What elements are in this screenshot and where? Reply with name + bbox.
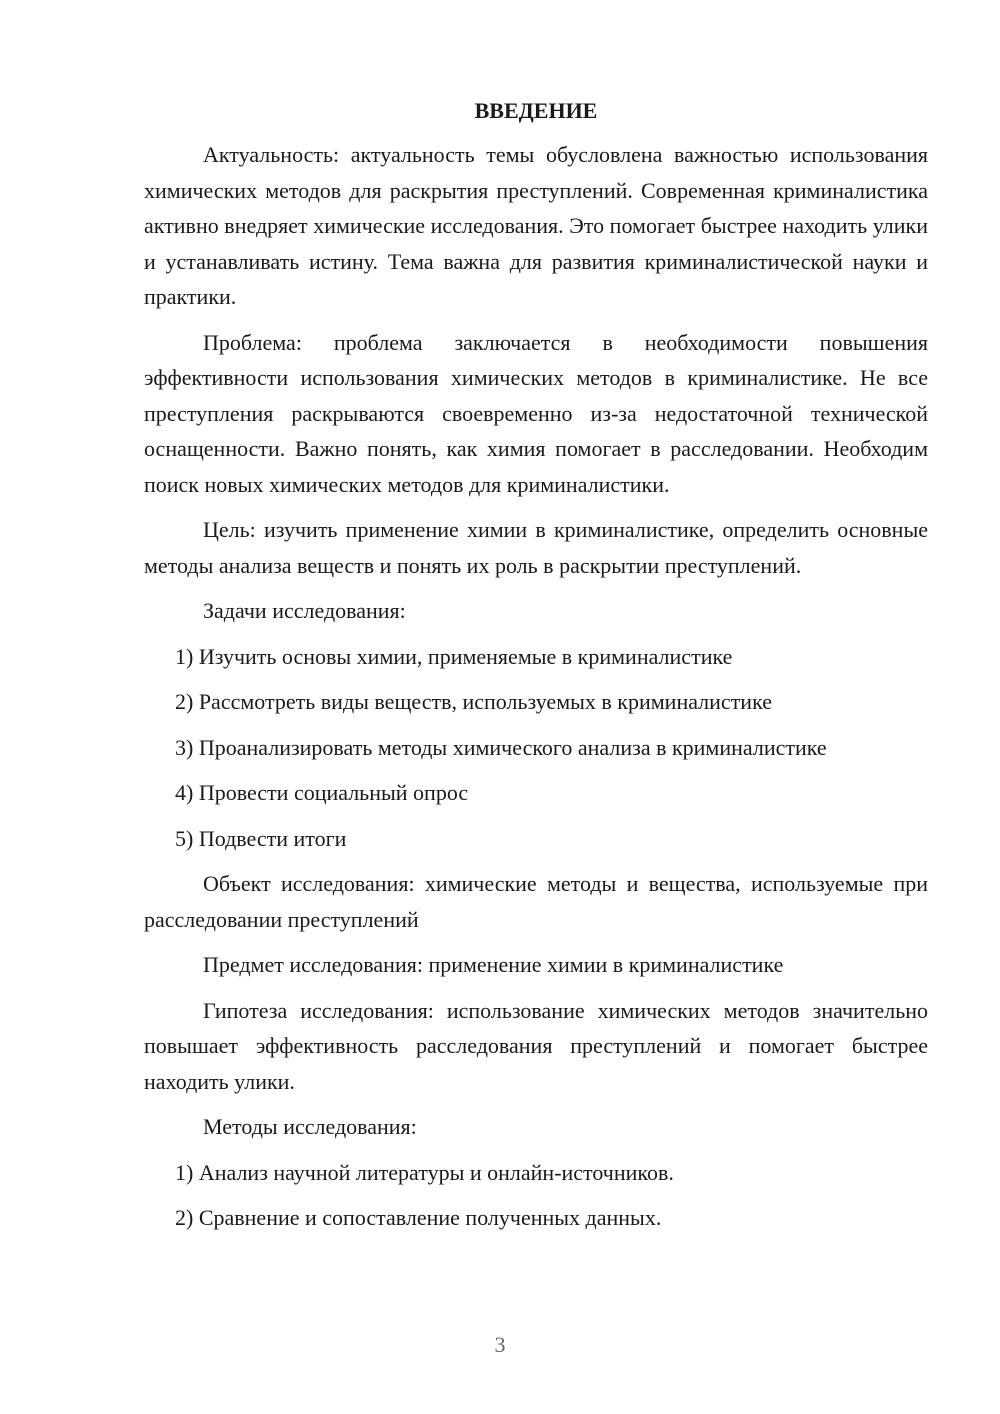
page-content	[144, 95, 928, 1246]
task-item: 2) Рассмотреть виды веществ, используемых в криминалистике	[175, 689, 772, 714]
goal-paragraph: Цель: изучить применение химии в криминалистике, определить основные методы анализа веществ и понять их роль в раскрытии преступлений.	[144, 517, 928, 578]
task-item: 1) Изучить основы химии, применяемые в криминалистике	[175, 643, 733, 669]
tasks-title: Задачи исследования:	[203, 598, 406, 623]
task-item: 5) Подвести итоги	[175, 825, 347, 851]
method-item: 1) Анализ научной литературы и онлайн-источников.	[175, 1159, 674, 1185]
subject-paragraph: Предмет исследования: применение химии в криминалистике	[203, 952, 784, 977]
hypothesis-paragraph: Гипотеза исследования: использование химических методов значительно повышает эффективность расследования преступлений и помогает быстрее находить улики.	[144, 997, 928, 1094]
page-number: 3	[494, 1332, 506, 1357]
methods-title: Методы исследования:	[203, 1114, 417, 1139]
method-item: 2) Сравнение и сопоставление полученных данных.	[175, 1205, 662, 1230]
task-item: 4) Провести социальный опрос	[175, 780, 469, 805]
object-paragraph: Объект исследования: химические методы и вещества, используемые при расследовании преступлений	[144, 871, 928, 932]
section-heading: ВВЕДЕНИЕ	[474, 98, 598, 123]
task-item: 3) Проанализировать методы химического анализа в криминалистике	[175, 734, 827, 760]
relevance-paragraph: Актуальность: актуальность темы обусловлена важностью использования химических методов для раскрытия преступлений. Современная криминалистика активно внедряет химические исследования. Это помогает быстрее находить улики и устанавливать истину. Тема важна для развития криминалистической науки и практики.	[144, 142, 928, 309]
problem-paragraph: Проблема: проблема заключается в необходимости повышения эффективности использования химических методов в криминалистике. Не все преступления раскрываются своевременно из-за недостаточной технической оснащенности. Важно понять, как химия помогает в расследовании. Необходим поиск новых химических методов для криминалистики.	[144, 329, 928, 497]
